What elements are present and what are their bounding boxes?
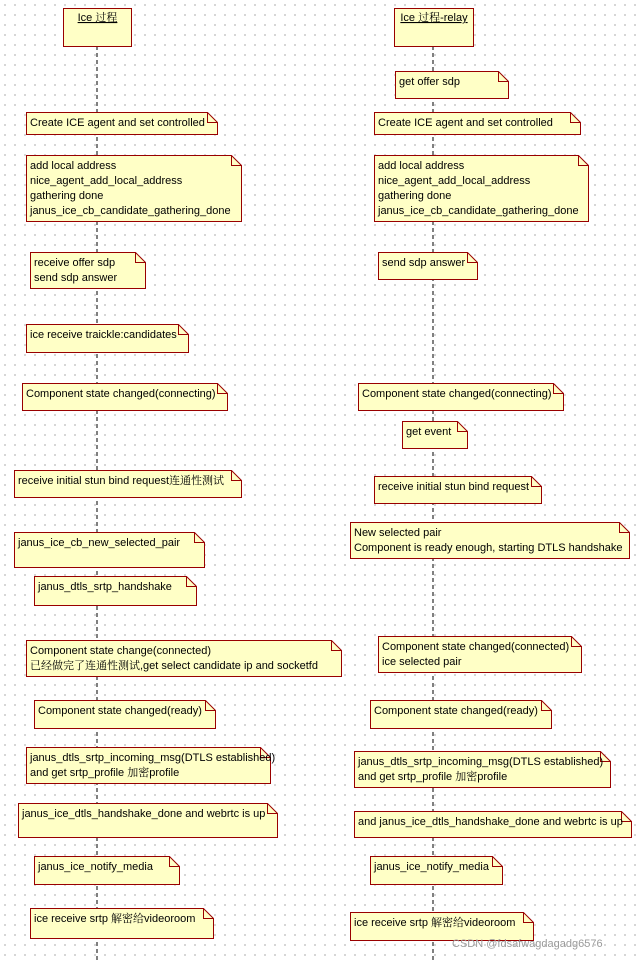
note-line: janus_dtls_srtp_incoming_msg(DTLS established) [30,752,276,764]
note-line: and janus_ice_dtls_handshake_done and webrtc is up [358,816,623,828]
note-line: gathering done [378,190,452,202]
note-line: Component is ready enough, starting DTLS handshake [354,542,623,554]
note-line: Create ICE agent and set controlled [30,117,205,129]
note-line: ice receive srtp 解密给videoroom [34,913,196,925]
note-line: add local address [378,160,465,172]
note-line: receive initial stun bind request [378,481,530,493]
right-note-10[interactable] [371,701,552,729]
right-note-4[interactable] [379,253,478,280]
note-line: New selected pair [354,527,442,539]
note-line: janus_ice_cb_candidate_gathering_done [30,205,231,217]
right-note-14[interactable] [351,913,534,941]
note-line: get offer sdp [399,76,460,88]
right-note-9[interactable] [379,637,582,673]
note-line: 已经做完了连通性测试,get select candidate ip and socketfd [30,660,318,672]
right-note-13[interactable] [371,857,503,885]
note-line: send sdp answer [382,257,466,269]
left-note-5[interactable] [23,384,228,411]
note-line: get event [406,426,452,438]
note-line: Component state changed(connected) [382,641,570,653]
note-line: janus_ice_cb_new_selected_pair [18,537,181,549]
watermark: CSDN @fdsafwagdagadg6576 [452,938,603,950]
left-note-6[interactable] [15,471,242,498]
note-line: Create ICE agent and set controlled [378,117,553,129]
left-note-9[interactable] [27,641,342,677]
note-line: ice receive srtp 解密给videoroom [354,917,516,929]
note-line: nice_agent_add_local_address [378,175,531,187]
note-line: janus_ice_notify_media [38,861,153,873]
note-line: janus_ice_notify_media [374,861,489,873]
note-line: and get srtp_profile 加密profile [30,767,180,779]
right-note-7[interactable] [375,477,542,504]
note-line: receive initial stun bind request连通性测试 [18,475,225,487]
left-note-1[interactable] [27,113,218,135]
note-line: Component state change(connected) [30,645,212,657]
note-line: nice_agent_add_local_address [30,175,183,187]
right-note-2[interactable] [375,113,581,135]
left-note-7[interactable] [15,533,205,568]
right-note-11[interactable] [355,752,611,788]
right-note-12[interactable] [355,812,632,838]
left-note-11[interactable] [27,748,276,784]
note-line: Component state changed(ready) [38,705,202,717]
note-line: add local address [30,160,117,172]
note-line: Component state changed(connecting) [362,388,552,400]
right-note-8[interactable] [351,523,630,559]
note-line: janus_ice_dtls_handshake_done and webrtc is up [22,808,266,820]
note-line: Component state changed(ready) [374,705,538,717]
right-note-6[interactable] [403,422,468,449]
left-note-2[interactable] [27,156,242,222]
note-line: janus_dtls_srtp_incoming_msg(DTLS established) [358,756,604,768]
note-line: janus_dtls_srtp_handshake [38,581,172,593]
left-note-14[interactable] [31,909,214,939]
note-line: janus_ice_cb_candidate_gathering_done [378,205,579,217]
left-note-13[interactable] [35,857,180,885]
note-line: gathering done [30,190,104,202]
right-note-3[interactable] [375,156,589,222]
note-line: Component state changed(connecting) [26,388,216,400]
lifeline-title-1: Ice 过程 [77,12,118,24]
left-note-8[interactable] [35,577,197,606]
note-line: ice receive traickle:candidates [30,329,177,341]
lifeline-title-2: Ice 过程-relay [400,12,468,24]
notes [15,72,632,941]
right-note-1[interactable] [396,72,509,99]
right-note-5[interactable] [359,384,564,411]
left-note-4[interactable] [27,325,189,353]
note-line: receive offer sdp [34,257,116,269]
left-note-10[interactable] [35,701,216,729]
left-note-3[interactable] [31,253,146,289]
note-line: ice selected pair [382,656,462,668]
note-line: send sdp answer [34,272,118,284]
note-line: and get srtp_profile 加密profile [358,771,508,783]
left-note-12[interactable] [19,804,278,838]
